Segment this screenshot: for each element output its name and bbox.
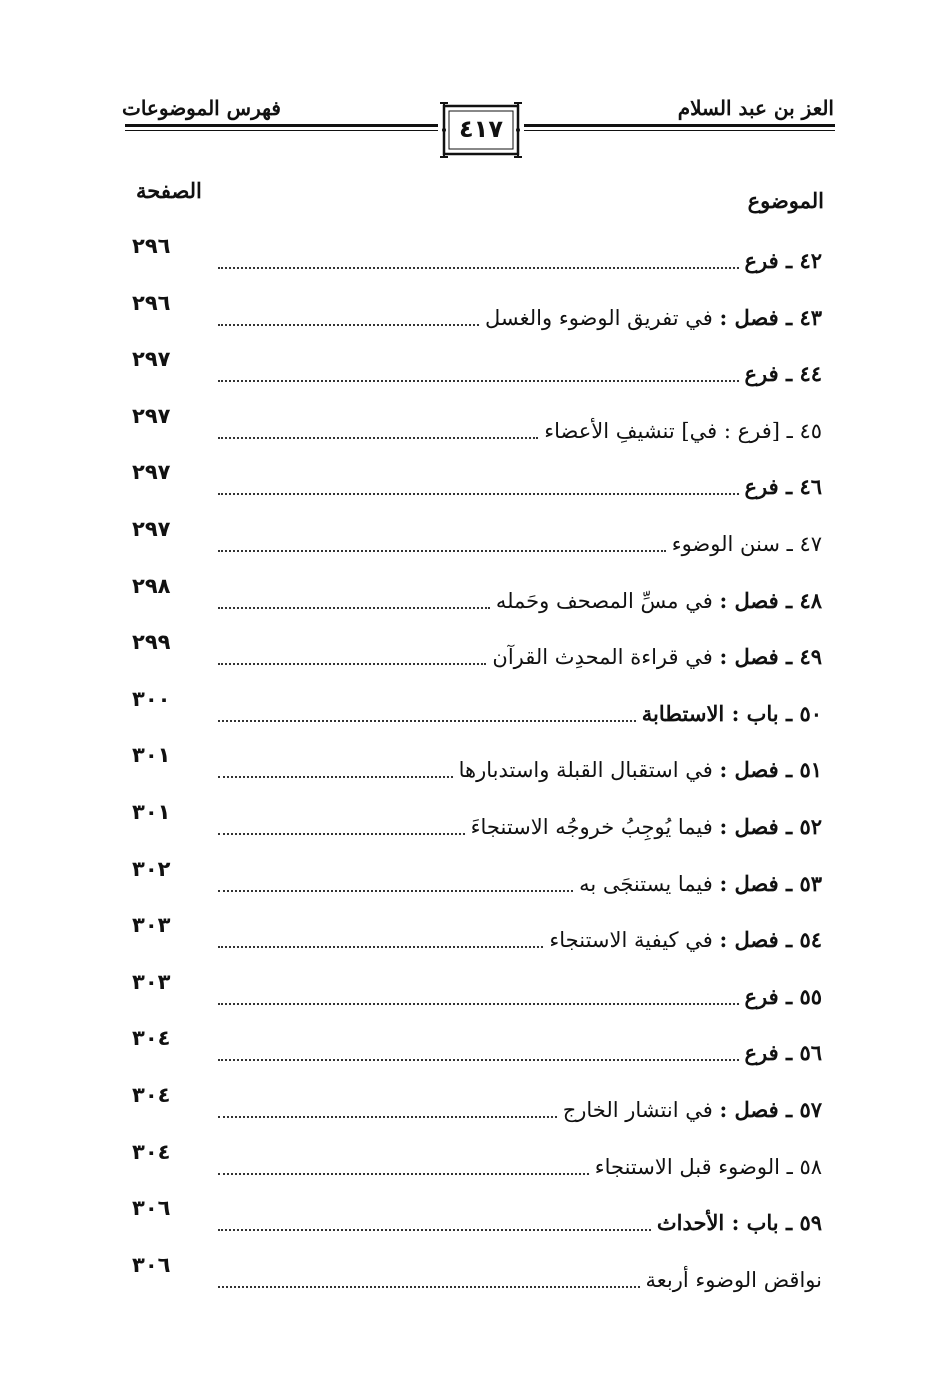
toc-page-number: ٢٩٧ bbox=[132, 347, 171, 372]
dot-leader bbox=[218, 946, 543, 948]
toc-page-number: ٣٠٢ bbox=[132, 856, 171, 881]
toc-entry-heading: ٥٥ ـ فرع bbox=[744, 983, 822, 1009]
dot-leader bbox=[218, 720, 636, 722]
toc-entry-title bbox=[490, 586, 822, 616]
dot-leader bbox=[218, 493, 739, 495]
toc-entry-subject: فيما يستنجَى به bbox=[579, 871, 720, 896]
toc-entry bbox=[218, 414, 822, 446]
dot-leader bbox=[218, 550, 666, 552]
toc-page-number: ٢٩٧ bbox=[132, 460, 171, 485]
toc-entry-heading: ٥٦ ـ فرع bbox=[744, 1040, 822, 1066]
toc-entry-title bbox=[543, 925, 822, 955]
toc-entry-title bbox=[739, 359, 823, 389]
dot-leader bbox=[218, 663, 486, 665]
toc-page-number: ٣٠١ bbox=[132, 743, 171, 768]
toc-entry-title bbox=[739, 472, 823, 502]
toc-entry-heading: ٥٤ ـ فصل : bbox=[719, 927, 822, 953]
toc-page-number: ٣٠٣ bbox=[132, 969, 171, 994]
toc-entry-heading: ٤٦ ـ فرع bbox=[744, 474, 822, 500]
dot-leader bbox=[218, 1173, 589, 1175]
toc-page-number: ٢٩٧ bbox=[132, 517, 171, 541]
toc-entry-heading: ٤٣ ـ فصل : bbox=[719, 304, 822, 330]
toc-page-number: ٣٠٦ bbox=[132, 1252, 171, 1277]
toc-entry-title bbox=[589, 1152, 822, 1182]
toc-entry-title bbox=[739, 982, 823, 1012]
toc-row bbox=[0, 517, 946, 557]
toc-entry-subject: ٥٨ ـ الوضوء قبل الاستنجاء bbox=[594, 1154, 822, 1179]
toc-entry-title bbox=[479, 303, 822, 333]
toc-entry bbox=[218, 1263, 822, 1295]
toc-entry-title bbox=[640, 1265, 823, 1295]
toc-entry-subject: في استقبال القبلة واستدبارها bbox=[458, 758, 720, 783]
toc-entry-title bbox=[453, 755, 822, 785]
dot-leader bbox=[218, 1229, 651, 1231]
toc-entry bbox=[218, 1093, 822, 1125]
dot-leader bbox=[218, 324, 479, 326]
toc-page-number: ٢٩٨ bbox=[132, 573, 171, 598]
dot-leader bbox=[218, 380, 739, 382]
dot-leader bbox=[218, 267, 739, 269]
toc-row bbox=[0, 913, 946, 953]
dot-leader bbox=[218, 1059, 739, 1061]
toc-entry-title bbox=[486, 642, 822, 672]
toc-entry-heading: ٥٠ ـ باب : الاستطابة bbox=[641, 700, 822, 726]
dot-leader bbox=[218, 1286, 640, 1288]
dot-leader bbox=[218, 890, 573, 892]
toc-entry-title bbox=[636, 699, 822, 729]
toc-page-number: ٢٩٦ bbox=[132, 290, 171, 315]
toc-page-number: ٣٠٣ bbox=[132, 913, 171, 938]
dot-leader bbox=[218, 607, 490, 609]
toc-page-number: ٣٠٠ bbox=[132, 686, 171, 711]
toc-entry-title bbox=[739, 1038, 823, 1068]
toc-entry-title bbox=[557, 1095, 822, 1125]
toc-page-number: ٣٠١ bbox=[132, 800, 171, 824]
toc-entry-subject: في انتشار الخارج bbox=[562, 1098, 720, 1122]
toc-page-number: ٢٩٦ bbox=[132, 234, 171, 258]
toc-entry-subject: فيما يُوجِبُ خروجُه الاستنجاءَ bbox=[470, 815, 720, 839]
dot-leader bbox=[218, 776, 453, 778]
toc-entry bbox=[218, 244, 822, 276]
toc-entry-heading: ٤٨ ـ فصل : bbox=[719, 587, 822, 613]
toc-row bbox=[0, 347, 946, 387]
toc-entry bbox=[218, 584, 822, 616]
running-header-section-title: فهرس الموضوعات bbox=[122, 96, 281, 120]
toc-entry-subject: في قراءة المحدِث القرآن bbox=[492, 645, 720, 670]
toc-entry-heading: ٥٣ ـ فصل : bbox=[719, 870, 822, 896]
toc-page-number: ٣٠٤ bbox=[132, 1026, 171, 1051]
running-header-author: العز بن عبد السلام bbox=[677, 96, 834, 120]
toc-entry-heading: ٥١ ـ فصل : bbox=[719, 757, 822, 783]
toc-row bbox=[0, 460, 946, 500]
toc-entry bbox=[218, 867, 822, 899]
toc-row bbox=[0, 1140, 946, 1180]
toc-entry-heading: ٤٤ ـ فرع bbox=[744, 361, 822, 387]
column-header-page: الصفحة bbox=[136, 178, 202, 203]
toc-row bbox=[0, 1083, 946, 1123]
toc-entry-title bbox=[465, 812, 822, 842]
toc-page-number: ٢٩٧ bbox=[132, 403, 171, 428]
toc-entry bbox=[218, 1150, 822, 1182]
page-number-frame bbox=[438, 100, 524, 160]
toc-entry bbox=[218, 301, 822, 333]
toc-entry bbox=[218, 1206, 822, 1238]
toc-entry bbox=[218, 697, 822, 729]
toc-row bbox=[0, 857, 946, 897]
toc-entry bbox=[218, 1036, 822, 1068]
toc-entry-title bbox=[739, 246, 823, 276]
column-header-topic: الموضوع bbox=[747, 188, 824, 213]
toc-entry-heading: ٤٢ ـ فرع bbox=[744, 248, 822, 273]
toc-entry-heading: ٥٩ ـ باب : الأحداث bbox=[656, 1210, 822, 1236]
toc-entry-title bbox=[651, 1208, 822, 1238]
toc-entry bbox=[218, 923, 822, 955]
toc-entry bbox=[218, 470, 822, 502]
toc-entry-subject: ٤٧ ـ سنن الوضوء bbox=[671, 532, 822, 556]
toc-row bbox=[0, 970, 946, 1010]
toc-entry-subject: ٤٥ ـ [فرع : في] تنشيفِ الأعضاء bbox=[544, 418, 822, 443]
dot-leader bbox=[218, 1116, 557, 1118]
toc-row bbox=[0, 1196, 946, 1236]
dot-leader bbox=[218, 437, 538, 439]
toc-entry bbox=[218, 357, 822, 389]
toc-page-number: ٢٩٩ bbox=[132, 630, 171, 655]
toc-entry-subject: في مسِّ المصحف وحَمله bbox=[495, 588, 720, 613]
toc-entry-title bbox=[538, 416, 822, 446]
page-number: ٤١٧ bbox=[459, 115, 503, 143]
dot-leader bbox=[218, 833, 465, 835]
toc-entry-heading: ٥٢ ـ فصل : bbox=[719, 814, 822, 839]
toc-row bbox=[0, 404, 946, 444]
toc-entry-subject: في تفريق الوضوء والغسل bbox=[485, 305, 720, 330]
toc-row bbox=[0, 687, 946, 727]
toc-row bbox=[0, 630, 946, 670]
toc-row bbox=[0, 800, 946, 840]
toc-entry bbox=[218, 753, 822, 785]
toc-page-number: ٣٠٤ bbox=[132, 1139, 171, 1164]
toc-row bbox=[0, 1253, 946, 1293]
toc-entry bbox=[218, 810, 822, 842]
dot-leader bbox=[218, 1003, 739, 1005]
toc-row bbox=[0, 743, 946, 783]
toc-entry-heading: ٥٧ ـ فصل : bbox=[719, 1097, 822, 1122]
toc-entry bbox=[218, 980, 822, 1012]
toc-page-number: ٣٠٦ bbox=[132, 1196, 171, 1221]
toc-entry bbox=[218, 527, 822, 559]
toc-page-number: ٣٠٤ bbox=[132, 1083, 171, 1107]
table-of-contents bbox=[0, 234, 946, 1314]
toc-entry-title bbox=[573, 869, 822, 899]
toc-entry-subject: نواقض الوضوء أربعة bbox=[645, 1267, 822, 1292]
toc-row bbox=[0, 234, 946, 274]
toc-row bbox=[0, 291, 946, 331]
toc-entry-heading: ٤٩ ـ فصل : bbox=[719, 644, 822, 670]
toc-row bbox=[0, 574, 946, 614]
toc-row bbox=[0, 1026, 946, 1066]
toc-entry bbox=[218, 640, 822, 672]
toc-entry-title bbox=[666, 529, 822, 559]
toc-entry-subject: في كيفية الاستنجاء bbox=[549, 928, 720, 953]
